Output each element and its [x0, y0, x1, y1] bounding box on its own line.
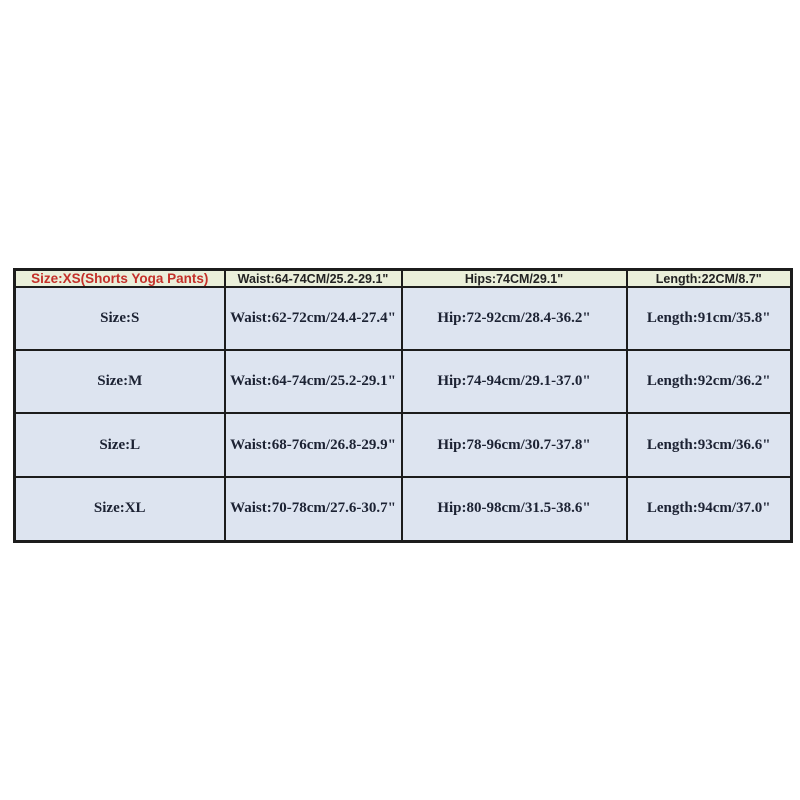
header-cell-hips: Hips:74CM/29.1": [402, 270, 627, 288]
header-cell-length: Length:22CM/8.7": [627, 270, 792, 288]
cell-length: Length:91cm/35.8": [627, 287, 792, 350]
cell-waist: Waist:62-72cm/24.4-27.4": [225, 287, 402, 350]
size-chart-table: [13, 268, 793, 543]
cell-hip: Hip:80-98cm/31.5-38.6": [402, 477, 627, 542]
table-row-size-l: [15, 413, 792, 476]
cell-waist: Waist:70-78cm/27.6-30.7": [225, 477, 402, 542]
cell-length: Length:94cm/37.0": [627, 477, 792, 542]
cell-size: Size:M: [15, 350, 225, 413]
cell-waist: Waist:64-74cm/25.2-29.1": [225, 350, 402, 413]
cell-hip: Hip:72-92cm/28.4-36.2": [402, 287, 627, 350]
table-row-size-m: [15, 350, 792, 413]
cell-length: Length:92cm/36.2": [627, 350, 792, 413]
cell-size: Size:S: [15, 287, 225, 350]
header-cell-size-xs: Size:XS(Shorts Yoga Pants): [15, 270, 225, 288]
cell-size: Size:XL: [15, 477, 225, 542]
cell-hip: Hip:78-96cm/30.7-37.8": [402, 413, 627, 476]
cell-length: Length:93cm/36.6": [627, 413, 792, 476]
cell-hip: Hip:74-94cm/29.1-37.0": [402, 350, 627, 413]
cell-waist: Waist:68-76cm/26.8-29.9": [225, 413, 402, 476]
cell-size: Size:L: [15, 413, 225, 476]
table-row-size-s: [15, 287, 792, 350]
table-row-size-xl: [15, 477, 792, 542]
header-cell-waist: Waist:64-74CM/25.2-29.1": [225, 270, 402, 288]
size-chart-header-row: [15, 270, 792, 288]
